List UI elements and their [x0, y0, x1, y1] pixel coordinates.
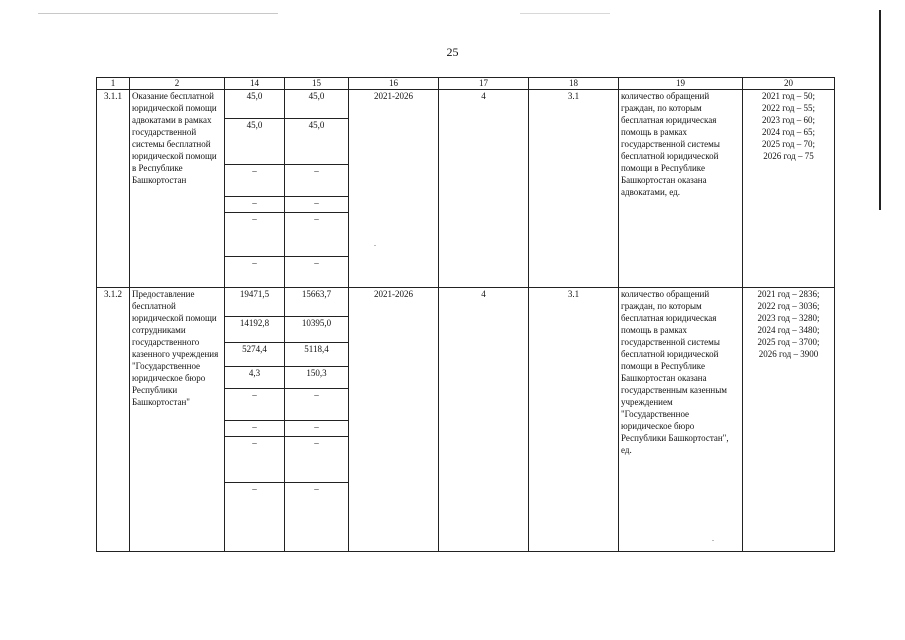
value-cell: 14192,8: [225, 316, 284, 342]
col15-values: [285, 288, 349, 552]
value-cell: 4,3: [225, 366, 284, 388]
page-number: 25: [446, 45, 459, 59]
header-cell: 15: [285, 78, 349, 90]
header-cell: 17: [439, 78, 529, 90]
target-line: 2025 год – 3700;: [757, 337, 820, 347]
value-cell: –: [225, 436, 284, 482]
value-cell: 45,0: [225, 118, 284, 164]
value-cell: 5274,4: [225, 342, 284, 366]
scan-speck: [374, 245, 376, 246]
value-cell: –: [252, 257, 257, 268]
target-line: 2026 год – 75: [763, 151, 814, 161]
col18-cell: 3.1: [529, 288, 619, 552]
event-name: Оказание бесплатной юридической помощи адвокатами в рамках государственной системы бесплатной юридической помощи в Республике Башкортостан: [130, 90, 225, 288]
col14-values: [225, 288, 285, 552]
table-row: [97, 288, 835, 552]
value-cell: –: [285, 196, 348, 212]
targets-cell: [743, 90, 835, 288]
row-number: 3.1.1: [97, 90, 130, 288]
col14-values: [225, 90, 285, 288]
event-name: Предоставление бесплатной юридической помощи сотрудниками государственного казенного учреждения "Государственное юридическое бюро Республики Башкортостан": [130, 288, 225, 552]
value-cell: 45,0: [285, 118, 348, 164]
header-cell: 16: [349, 78, 439, 90]
header-cell: 19: [619, 78, 743, 90]
target-line: 2021 год – 2836;: [757, 289, 820, 299]
value-cell: 5118,4: [285, 342, 348, 366]
target-line: 2023 год – 3280;: [757, 313, 820, 323]
value-cell: 150,3: [285, 366, 348, 388]
value-cell: –: [252, 483, 257, 494]
value-cell: –: [285, 388, 348, 420]
value-cell: –: [225, 196, 284, 212]
target-line: 2021 год – 50;: [761, 91, 816, 101]
program-table: [96, 77, 835, 552]
indicator-cell: количество обращений граждан, по которым бесплатная юридическая помощь в рамках государственной системы бесплатной юридической помощи в Республике Башкортостан оказана адвокатами, ед.: [619, 90, 743, 288]
value-cell: 45,0: [285, 90, 348, 118]
value-cell: –: [285, 212, 348, 256]
row-number: 3.1.2: [97, 288, 130, 552]
scan-artifact-right-edge: [879, 10, 881, 210]
value-cell: –: [225, 164, 284, 196]
indicator-cell: количество обращений граждан, по которым бесплатная юридическая помощь в рамках государственной системы бесплатной юридической помощи в Республике Башкортостан оказана государственным казенным учреждением "Государственное юридическое бюро Республики Башкортостан", ед.: [619, 288, 743, 552]
col17-cell: 4: [439, 90, 529, 288]
value-cell: 10395,0: [285, 316, 348, 342]
scan-speck: [712, 540, 714, 541]
value-cell: –: [225, 212, 284, 256]
value-cell: –: [314, 257, 319, 268]
header-cell: 14: [225, 78, 285, 90]
col15-values: [285, 90, 349, 288]
value-cell: –: [314, 483, 319, 494]
col18-cell: 3.1: [529, 90, 619, 288]
header-cell: 18: [529, 78, 619, 90]
scan-artifact-top-right: [520, 13, 610, 14]
target-line: 2022 год – 3036;: [757, 301, 820, 311]
header-cell: 2: [130, 78, 225, 90]
target-line: 2024 год – 3480;: [757, 325, 820, 335]
value-cell: –: [285, 164, 348, 196]
header-row: [97, 78, 835, 90]
target-line: 2026 год – 3900: [758, 349, 819, 359]
value-cell: –: [225, 388, 284, 420]
value-cell: –: [285, 420, 348, 436]
value-cell: 19471,5: [225, 288, 284, 316]
header-cell: 20: [743, 78, 835, 90]
value-cell: 15663,7: [285, 288, 348, 316]
period-cell: 2021-2026: [349, 90, 439, 288]
col17-cell: 4: [439, 288, 529, 552]
value-cell: –: [225, 420, 284, 436]
value-cell: 45,0: [225, 90, 284, 118]
table-row: [97, 90, 835, 288]
scan-artifact-top-left: [38, 13, 278, 14]
value-cell: –: [285, 436, 348, 482]
target-line: 2022 год – 55;: [761, 103, 816, 113]
targets-cell: [743, 288, 835, 552]
target-line: 2025 год – 70;: [761, 139, 816, 149]
period-cell: 2021-2026: [349, 288, 439, 552]
header-cell: 1: [97, 78, 130, 90]
target-line: 2023 год – 60;: [761, 115, 816, 125]
target-line: 2024 год – 65;: [761, 127, 816, 137]
